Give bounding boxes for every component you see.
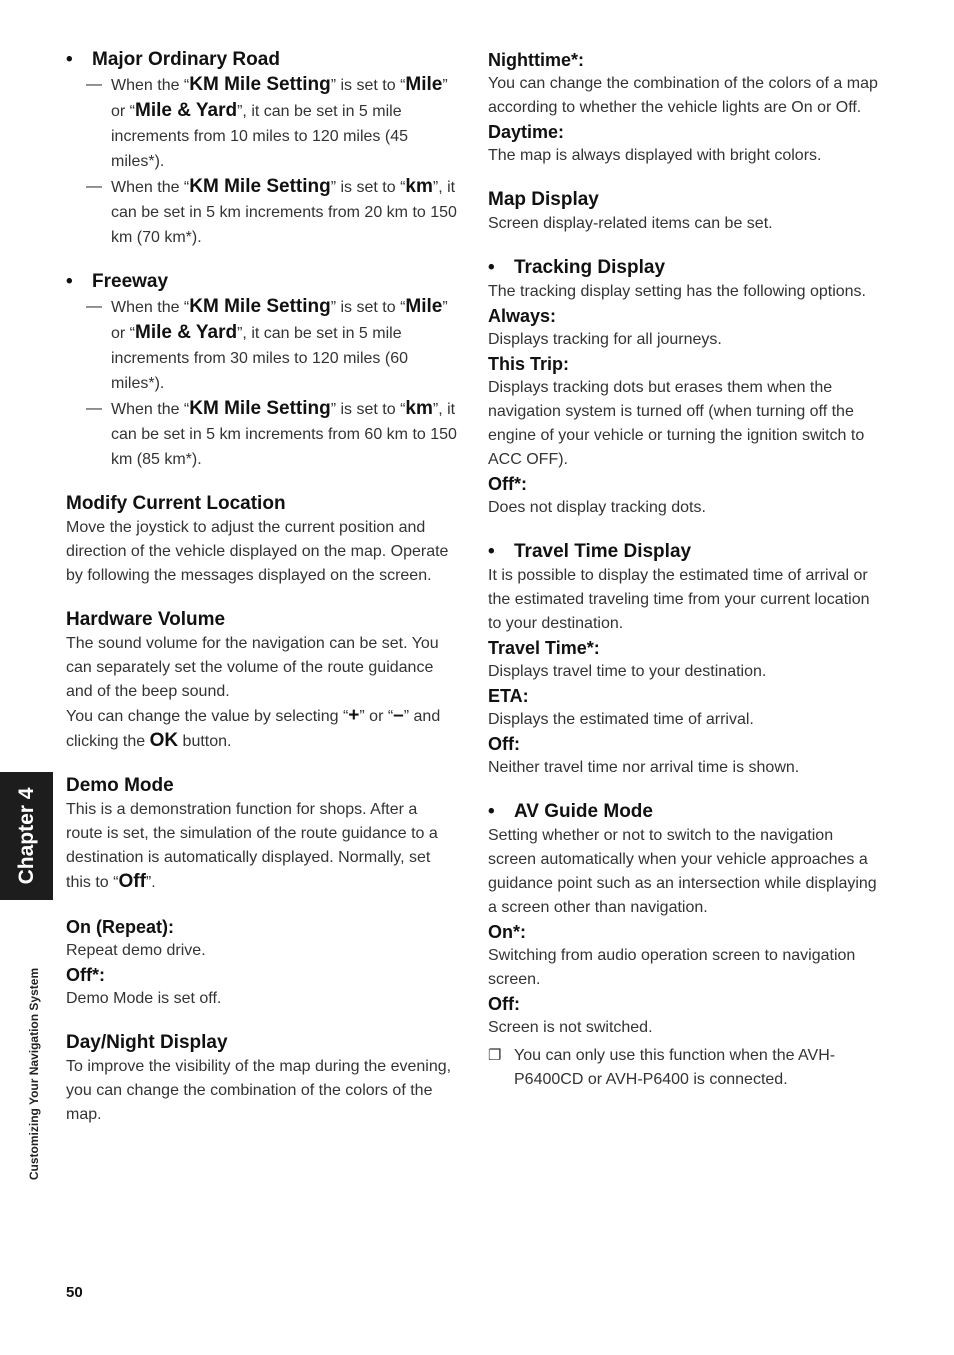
eta-text: Displays the estimated time of arrival. <box>488 711 754 728</box>
nighttime-label: Nighttime*: <box>488 50 584 70</box>
av-guide-title: AV Guide Mode <box>514 801 653 822</box>
bullet-heading-travel-time <box>488 540 880 564</box>
bullet-icon: • <box>66 271 73 292</box>
tracking-always-label: Always: <box>488 306 557 326</box>
tracking-trip-text: Displays tracking dots but erases them when the navigation system is turned off (when turning off the engine of your vehicle or turning the ignition switch to ACC OFF). <box>488 379 865 468</box>
map-display-text: Screen display-related items can be set. <box>488 215 773 232</box>
dash-icon: — <box>86 298 102 315</box>
major-road-item-km <box>86 174 458 250</box>
tracking-off-text: Does not display tracking dots. <box>488 499 706 516</box>
day-night-text: To improve the visibility of the map during the evening, you can change the combination of the colors of the map. <box>66 1058 452 1123</box>
dash-icon: — <box>86 76 102 93</box>
item-text: When the “KM Mile Setting” is set to “Mile” or “Mile & Yard”, it can be set in 5 mile increments from 10 miles to 120 miles (45 miles*). <box>111 74 448 170</box>
tracking-always-text: Displays tracking for all journeys. <box>488 331 722 348</box>
section-side-label: Customizing Your Navigation System <box>27 967 41 1181</box>
nighttime-text: You can change the combination of the colors of a map according to whether the vehicle lights are On or Off. <box>488 75 878 116</box>
item-text: When the “KM Mile Setting” is set to “km”, it can be set in 5 km increments from 20 km to 150 km (70 km*). <box>111 176 457 246</box>
travel-time-label: Travel Time*: <box>488 638 600 658</box>
chapter-tab <box>0 772 53 900</box>
dash-icon: — <box>86 178 102 195</box>
right-column <box>488 48 880 1092</box>
freeway-item-mile <box>86 294 458 396</box>
bullet-icon: • <box>488 257 495 278</box>
travel-off-label: Off: <box>488 734 520 754</box>
daytime-text: The map is always displayed with bright colors. <box>488 147 822 164</box>
daytime-label: Daytime: <box>488 122 565 142</box>
modify-location-text: Move the joystick to adjust the current position and direction of the vehicle displayed on the map. Operate by following the messages displayed on the screen. <box>66 519 449 584</box>
modify-location-title: Modify Current Location <box>66 493 286 514</box>
demo-mode-title: Demo Mode <box>66 775 174 796</box>
note-checkbox-icon: ❐ <box>488 1047 502 1064</box>
freeway-item-km <box>86 396 458 472</box>
av-guide-note <box>488 1044 880 1092</box>
travel-off-text: Neither travel time nor arrival time is shown. <box>488 759 800 776</box>
hardware-volume-text-2: You can change the value by selecting “+” or “–” and clicking the OK button. <box>66 705 441 751</box>
tracking-text: The tracking display setting has the following options. <box>488 283 866 300</box>
av-on-text: Switching from audio operation screen to navigation screen. <box>488 947 856 988</box>
av-guide-text: Setting whether or not to switch to the navigation screen automatically when your vehicle approaches a guidance point such as an intersection while displaying a screen other than navigation. <box>488 827 877 916</box>
tracking-trip-label: This Trip: <box>488 354 569 374</box>
travel-time-option-text: Displays travel time to your destination. <box>488 663 767 680</box>
bullet-heading-major-road <box>66 48 458 72</box>
left-column <box>66 48 458 1127</box>
demo-off-text: Demo Mode is set off. <box>66 990 222 1007</box>
demo-off-label: Off*: <box>66 965 105 985</box>
day-night-title: Day/Night Display <box>66 1032 228 1053</box>
dash-icon: — <box>86 400 102 417</box>
demo-mode-text: This is a demonstration function for shops. After a route is set, the simulation of the route guidance to a destination is automatically displayed. Normally, set this to “Off”. <box>66 801 438 892</box>
bullet-icon: • <box>488 801 495 822</box>
freeway-title: Freeway <box>92 271 169 292</box>
major-road-item-mile <box>86 72 458 174</box>
bullet-icon: • <box>488 541 495 562</box>
av-off-text: Screen is not switched. <box>488 1019 653 1036</box>
page-number: 50 <box>66 1284 83 1301</box>
bullet-heading-tracking <box>488 256 880 280</box>
av-off-label: Off: <box>488 994 520 1014</box>
tracking-title: Tracking Display <box>514 257 666 278</box>
eta-label: ETA: <box>488 686 529 706</box>
bullet-heading-freeway <box>66 270 458 294</box>
map-display-title: Map Display <box>488 189 599 210</box>
hardware-volume-text: The sound volume for the navigation can be set. You can separately set the volume of the route guidance and of the beep sound. <box>66 635 439 700</box>
major-road-title: Major Ordinary Road <box>92 49 280 70</box>
chapter-tab-label: Chapter 4 <box>14 787 38 885</box>
item-text: When the “KM Mile Setting” is set to “km”, it can be set in 5 km increments from 60 km to 150 km (85 km*). <box>111 398 457 468</box>
hardware-volume-title: Hardware Volume <box>66 609 226 630</box>
travel-time-text: It is possible to display the estimated time of arrival or the estimated traveling time from your current location to your destination. <box>488 567 870 632</box>
bullet-heading-av-guide <box>488 800 880 824</box>
av-guide-note-text: You can only use this function when the AVH-P6400CD or AVH-P6400 is connected. <box>514 1047 836 1088</box>
tracking-off-label: Off*: <box>488 474 527 494</box>
travel-time-title: Travel Time Display <box>514 541 692 562</box>
demo-on-text: Repeat demo drive. <box>66 942 206 959</box>
demo-on-label: On (Repeat): <box>66 917 174 937</box>
item-text: When the “KM Mile Setting” is set to “Mile” or “Mile & Yard”, it can be set in 5 mile increments from 30 miles to 120 miles (60 miles*). <box>111 296 448 392</box>
bullet-icon: • <box>66 49 73 70</box>
av-on-label: On*: <box>488 922 526 942</box>
